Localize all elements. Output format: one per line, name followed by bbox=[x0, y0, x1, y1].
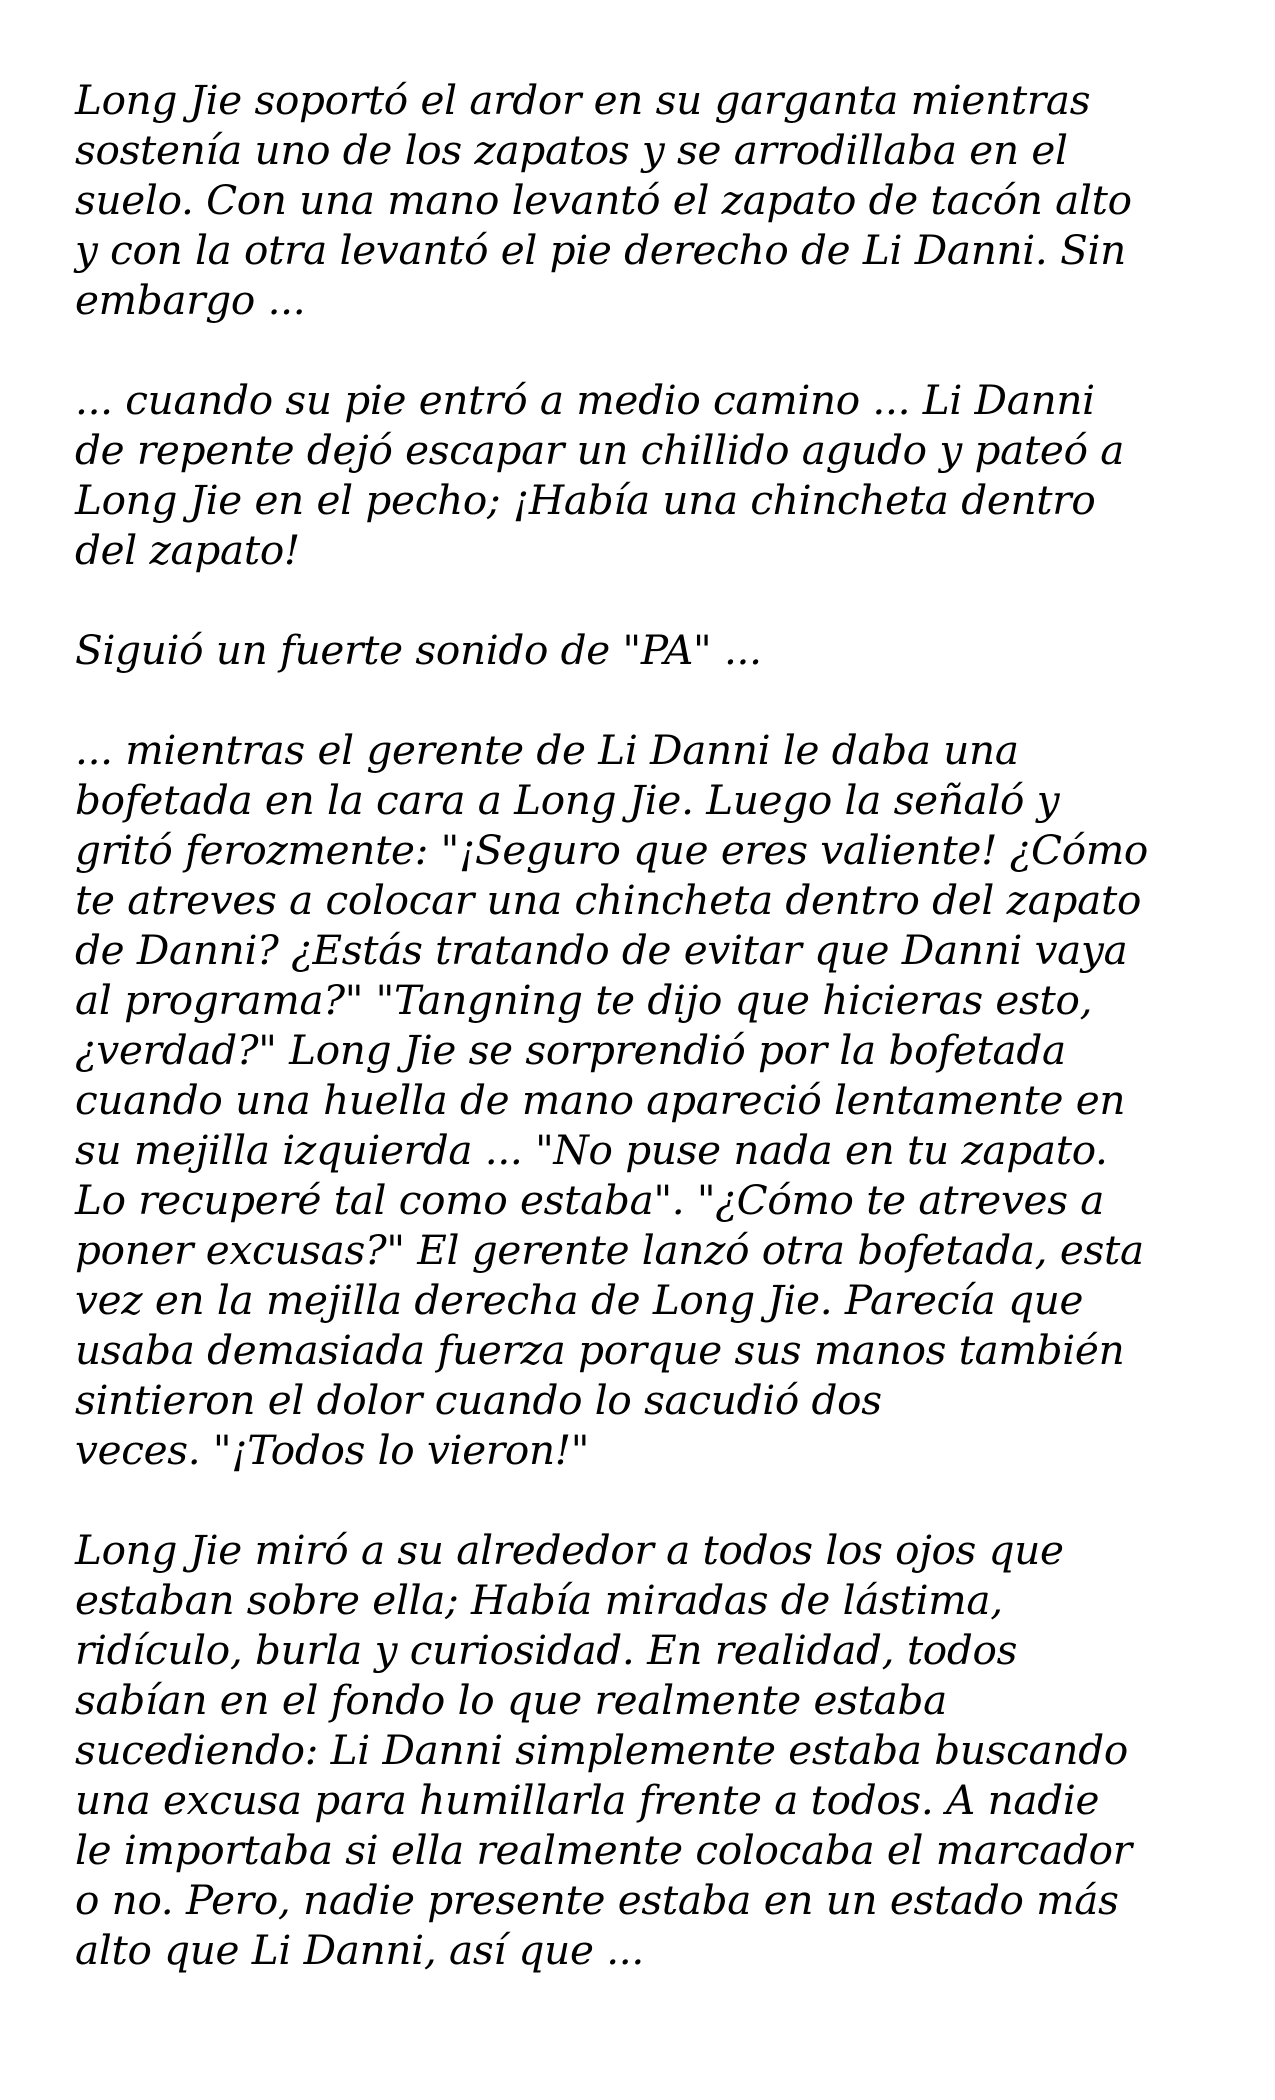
document-page bbox=[75, 75, 1205, 1975]
paragraph-2: ... cuando su pie entró a medio camino ... Li Danni de repente dejó escapar un chillido agudo y pateó a Long Jie en el pecho; ¡Había una chincheta dentro del zapato! bbox=[75, 376, 1125, 574]
paragraph-1: Long Jie soportó el ardor en su garganta mientras sostenía uno de los zapatos y se arrodillaba en el suelo. Con una mano levantó el zapato de tacón alto y con la otra levantó el pie derecho de Li Danni. Sin embargo ... bbox=[75, 76, 1132, 324]
paragraph-3: Siguió un fuerte sonido de "PA" ... bbox=[75, 626, 762, 674]
paragraph-4: ... mientras el gerente de Li Danni le daba una bofetada en la cara a Long Jie. Luego la señaló y gritó ferozmente: "¡Seguro que eres valiente! ¿Cómo te atreves a colocar una chincheta dentro del zapato de Danni? ¿Estás tratando de evitar que Danni vaya al programa?" "Tangning te dijo que hicieras esto, ¿verdad?" Long Jie se sorprendió por la bofetada cuando una huella de mano apareció lentamente en su mejilla izquierda ... "No puse nada en tu zapato. Lo recuperé tal como estaba". "¿Cómo te atreves a poner excusas?" El gerente lanzó otra bofetada, esta vez en la mejilla derecha de Long Jie. Parecía que usaba demasiada fuerza porque sus manos también sintieron el dolor cuando lo sacudió dos veces. "¡Todos lo vieron!" bbox=[75, 726, 1149, 1474]
paragraph-5: Long Jie miró a su alrededor a todos los ojos que estaban sobre ella; Había miradas de lástima, ridículo, burla y curiosidad. En realidad, todos sabían en el fondo lo que realmente estaba sucediendo: Li Danni simplemente estaba buscando una excusa para humillarla frente a todos. A nadie le importaba si ella realmente colocaba el marcador o no. Pero, nadie presente estaba en un estado más alto que Li Danni, así que ... bbox=[75, 1526, 1132, 1974]
